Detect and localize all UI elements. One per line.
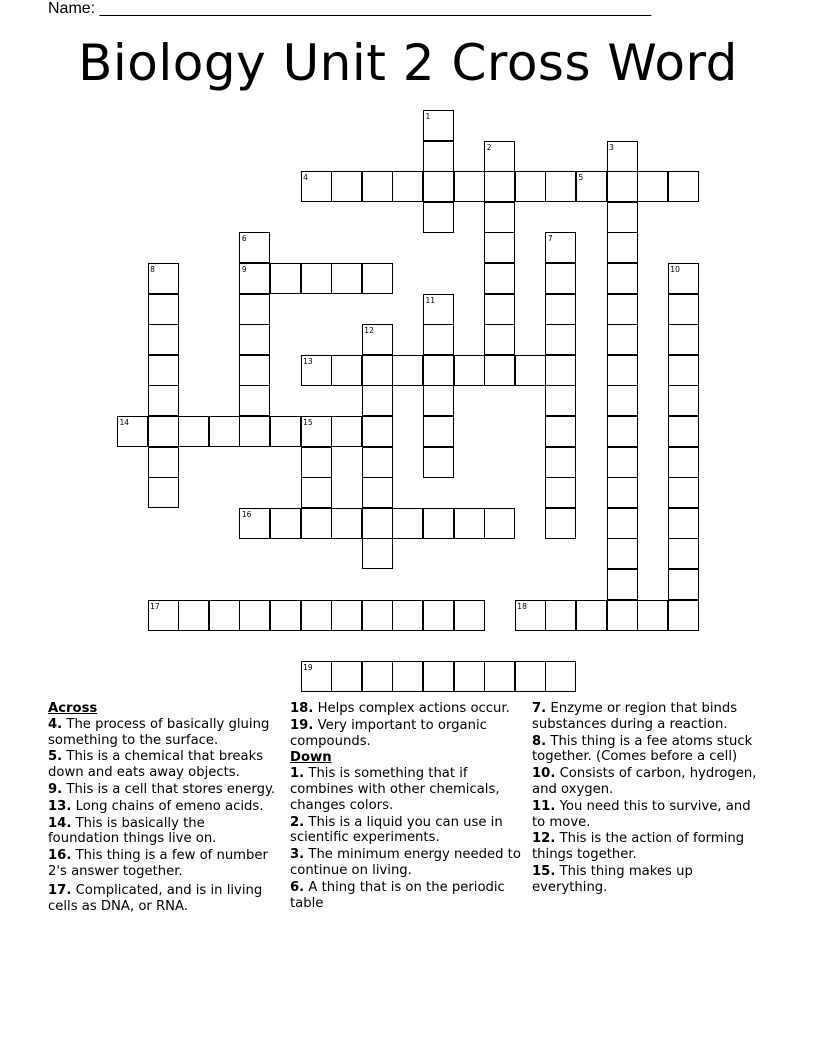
crossword-cell[interactable] (454, 661, 485, 692)
clue-across-14: 14. This is basically the foundation things live on. (48, 815, 217, 847)
crossword-cell[interactable] (148, 294, 179, 325)
crossword-cell[interactable] (362, 263, 393, 294)
crossword-cell[interactable] (270, 263, 301, 294)
crossword-cell[interactable] (423, 324, 454, 355)
crossword-cell[interactable] (148, 385, 179, 416)
clue-across-4: 4. The process of basically gluing something to the surface. (48, 716, 270, 748)
clue-number-label: 1 (425, 112, 431, 121)
crossword-cell[interactable] (607, 355, 638, 386)
crossword-cell[interactable] (362, 508, 393, 539)
crossword-cell[interactable] (392, 661, 423, 692)
crossword-cell[interactable] (239, 385, 270, 416)
crossword-cell[interactable] (423, 141, 454, 172)
crossword-cell[interactable] (545, 171, 576, 202)
crossword-cell[interactable] (607, 202, 638, 233)
clue-number-label: 3 (609, 142, 614, 152)
crossword-cell[interactable] (392, 600, 423, 631)
clue-number-label: 17 (150, 601, 160, 611)
crossword-cell[interactable] (484, 508, 515, 539)
crossword-cell[interactable] (301, 600, 332, 631)
crossword-cell[interactable] (362, 661, 393, 692)
clue-down-2: 2. This is a liquid you can use in scientific experiments. (290, 814, 503, 846)
crossword-cell[interactable] (331, 600, 362, 631)
down-heading: Down (290, 750, 332, 766)
crossword-cell[interactable] (392, 508, 423, 539)
crossword-cell[interactable] (454, 508, 485, 539)
crossword-cell[interactable] (637, 171, 668, 202)
clue-number-label: 7 (547, 234, 553, 244)
crossword-cell[interactable] (484, 355, 515, 386)
crossword-cell[interactable] (545, 661, 576, 692)
clue-down-8: 8. This thing is a fee atoms stuck together. (Comes before a cell) (532, 733, 753, 765)
crossword-cell[interactable] (484, 661, 515, 692)
crossword-cell[interactable] (362, 600, 393, 631)
crossword-cell[interactable] (454, 600, 485, 631)
crossword-cell[interactable] (484, 232, 515, 263)
crossword-cell[interactable] (607, 263, 638, 294)
name-field[interactable]: Name: ______________________________________________________________ (48, 0, 652, 17)
crossword-cell[interactable] (148, 355, 179, 386)
crossword-cell[interactable] (331, 355, 362, 386)
crossword-cell[interactable] (270, 416, 301, 447)
crossword-cell[interactable] (668, 569, 699, 600)
crossword-cell[interactable] (270, 508, 301, 539)
crossword-cell[interactable] (607, 171, 638, 202)
clue-across-19: 19. Very important to organic compounds. (290, 717, 487, 749)
crossword-cell[interactable] (607, 538, 638, 569)
clue-number-label: 8 (150, 265, 155, 274)
crossword-cell[interactable] (607, 294, 638, 325)
crossword-cell[interactable] (392, 171, 423, 202)
crossword-cell[interactable] (239, 416, 270, 447)
clue-number-label: 4 (303, 173, 308, 183)
crossword-cell[interactable] (423, 447, 454, 478)
crossword-cell[interactable] (668, 294, 699, 325)
crossword-cell[interactable] (331, 661, 362, 692)
crossword-cell[interactable] (545, 477, 576, 508)
clue-column-3 (532, 701, 764, 897)
crossword-cell[interactable] (545, 355, 576, 386)
crossword-cell[interactable] (362, 416, 393, 447)
crossword-cell[interactable] (668, 600, 699, 631)
crossword-cell[interactable] (545, 416, 576, 447)
clue-number-label: 13 (303, 356, 313, 366)
crossword-cell[interactable] (545, 447, 576, 478)
crossword-cell[interactable] (515, 355, 546, 386)
crossword-cell[interactable] (545, 294, 576, 325)
crossword-cell[interactable] (607, 447, 638, 478)
clue-down-15: 15. This thing makes up everything. (532, 863, 693, 895)
crossword-cell[interactable] (668, 324, 699, 355)
crossword-cell[interactable] (545, 385, 576, 416)
crossword-cell[interactable] (484, 202, 515, 233)
clue-down-7: 7. Enzyme or region that binds substances during a reaction. (532, 701, 738, 732)
crossword-cell[interactable] (270, 600, 301, 631)
clue-across-5: 5. This is a chemical that breaks down and eats away objects. (48, 749, 264, 781)
crossword-cell[interactable] (423, 661, 454, 692)
clue-number-label: 6 (241, 234, 247, 244)
clue-number-label: 5 (578, 173, 584, 183)
crossword-cell[interactable] (178, 416, 209, 447)
crossword-cell[interactable] (148, 324, 179, 355)
crossword-cell[interactable] (423, 202, 454, 233)
crossword-cell[interactable] (239, 355, 270, 386)
clue-number-label: 14 (119, 418, 130, 427)
crossword-cell[interactable] (515, 661, 546, 692)
clue-across-17: 17. Complicated, and is in living cells as DNA, or RNA. (48, 882, 263, 914)
crossword-cell[interactable] (362, 171, 393, 202)
clue-number-label: 10 (670, 265, 680, 274)
clue-number-label: 15 (303, 418, 313, 427)
crossword-cell[interactable] (148, 416, 179, 447)
crossword-cell[interactable] (423, 171, 454, 202)
clue-number-label: 9 (241, 265, 247, 274)
crossword-cell[interactable] (607, 600, 638, 631)
clue-across-18: 18. Helps complex actions occur. (290, 701, 510, 716)
clue-down-3: 3. The minimum energy needed to continue on living. (290, 847, 521, 878)
crossword-cell[interactable] (668, 538, 699, 569)
crossword-cell[interactable] (423, 508, 454, 539)
clue-across-9: 9. This is a cell that stores energy. (48, 781, 276, 797)
crossword-cell[interactable] (637, 600, 668, 631)
clue-down-1: 1. This is something that if combines with other chemicals, changes colors. (290, 766, 500, 813)
crossword-cell[interactable] (423, 385, 454, 416)
crossword-cell[interactable] (484, 263, 515, 294)
clue-number-label: 18 (517, 601, 527, 611)
crossword-cell[interactable] (668, 355, 699, 386)
crossword-cell[interactable] (668, 477, 699, 508)
crossword-cell[interactable] (607, 416, 638, 447)
crossword-cell[interactable] (209, 600, 240, 631)
crossword-cell[interactable] (576, 600, 607, 631)
clue-across-13: 13. Long chains of emeno acids. (48, 798, 264, 814)
crossword-cell[interactable] (668, 385, 699, 416)
crossword-cell[interactable] (607, 508, 638, 539)
crossword-cell[interactable] (178, 600, 209, 631)
clue-column-2 (290, 701, 522, 912)
crossword-cell[interactable] (331, 263, 362, 294)
clue-number-label: 12 (364, 326, 374, 336)
crossword-cell[interactable] (362, 477, 393, 508)
crossword-cell[interactable] (362, 385, 393, 416)
crossword-cell[interactable] (331, 416, 362, 447)
crossword-cell[interactable] (545, 600, 576, 631)
crossword-cell[interactable] (148, 447, 179, 478)
crossword-cell[interactable] (301, 477, 332, 508)
crossword-cell[interactable] (423, 355, 454, 386)
page-title: Biology Unit 2 Cross Word (78, 34, 738, 92)
crossword-cell[interactable] (515, 171, 546, 202)
crossword-cell[interactable] (454, 171, 485, 202)
clue-across-16: 16. This thing is a few of number 2's answer together. (48, 848, 268, 879)
crossword-cell[interactable] (392, 355, 423, 386)
crossword-cell[interactable] (607, 324, 638, 355)
crossword-cell[interactable] (301, 263, 332, 294)
clue-down-6: 6. A thing that is on the periodic table (290, 879, 505, 911)
crossword-cell[interactable] (301, 447, 332, 478)
clue-down-10: 10. Consists of carbon, hydrogen, and oxygen. (532, 766, 757, 797)
crossword-cell[interactable] (545, 508, 576, 539)
crossword-cell[interactable] (607, 232, 638, 263)
crossword-cell[interactable] (545, 263, 576, 294)
crossword-cell[interactable] (484, 294, 515, 325)
crossword-cell[interactable] (148, 477, 179, 508)
crossword-cell[interactable] (209, 416, 240, 447)
crossword-cell[interactable] (454, 355, 485, 386)
crossword-cell[interactable] (607, 477, 638, 508)
crossword-cell[interactable] (668, 171, 699, 202)
crossword-cell[interactable] (668, 447, 699, 478)
crossword-cell[interactable] (239, 294, 270, 325)
crossword-cell[interactable] (423, 600, 454, 631)
crossword-cell[interactable] (545, 324, 576, 355)
crossword-cell[interactable] (331, 508, 362, 539)
crossword-cell[interactable] (331, 171, 362, 202)
crossword-cell[interactable] (362, 447, 393, 478)
clue-down-12: 12. This is the action of forming things together. (532, 831, 745, 863)
crossword-cell[interactable] (668, 416, 699, 447)
crossword-cell[interactable] (607, 385, 638, 416)
clue-number-label: 19 (303, 662, 313, 672)
crossword-cell[interactable] (362, 538, 393, 569)
clue-down-11: 11. You need this to survive, and to move. (532, 798, 751, 830)
crossword-cell[interactable] (484, 171, 515, 202)
crossword-cell[interactable] (607, 569, 638, 600)
across-heading: Across (48, 701, 98, 716)
crossword-cell[interactable] (423, 416, 454, 447)
clue-number-label: 2 (486, 142, 492, 152)
crossword-cell[interactable] (301, 508, 332, 539)
crossword-cell[interactable] (484, 324, 515, 355)
clue-number-label: 11 (425, 295, 436, 305)
crossword-cell[interactable] (239, 324, 270, 355)
clue-number-label: 16 (241, 509, 252, 519)
crossword-cell[interactable] (239, 600, 270, 631)
crossword-cell[interactable] (362, 355, 393, 386)
clue-column-1 (48, 701, 280, 915)
crossword-cell[interactable] (668, 508, 699, 539)
